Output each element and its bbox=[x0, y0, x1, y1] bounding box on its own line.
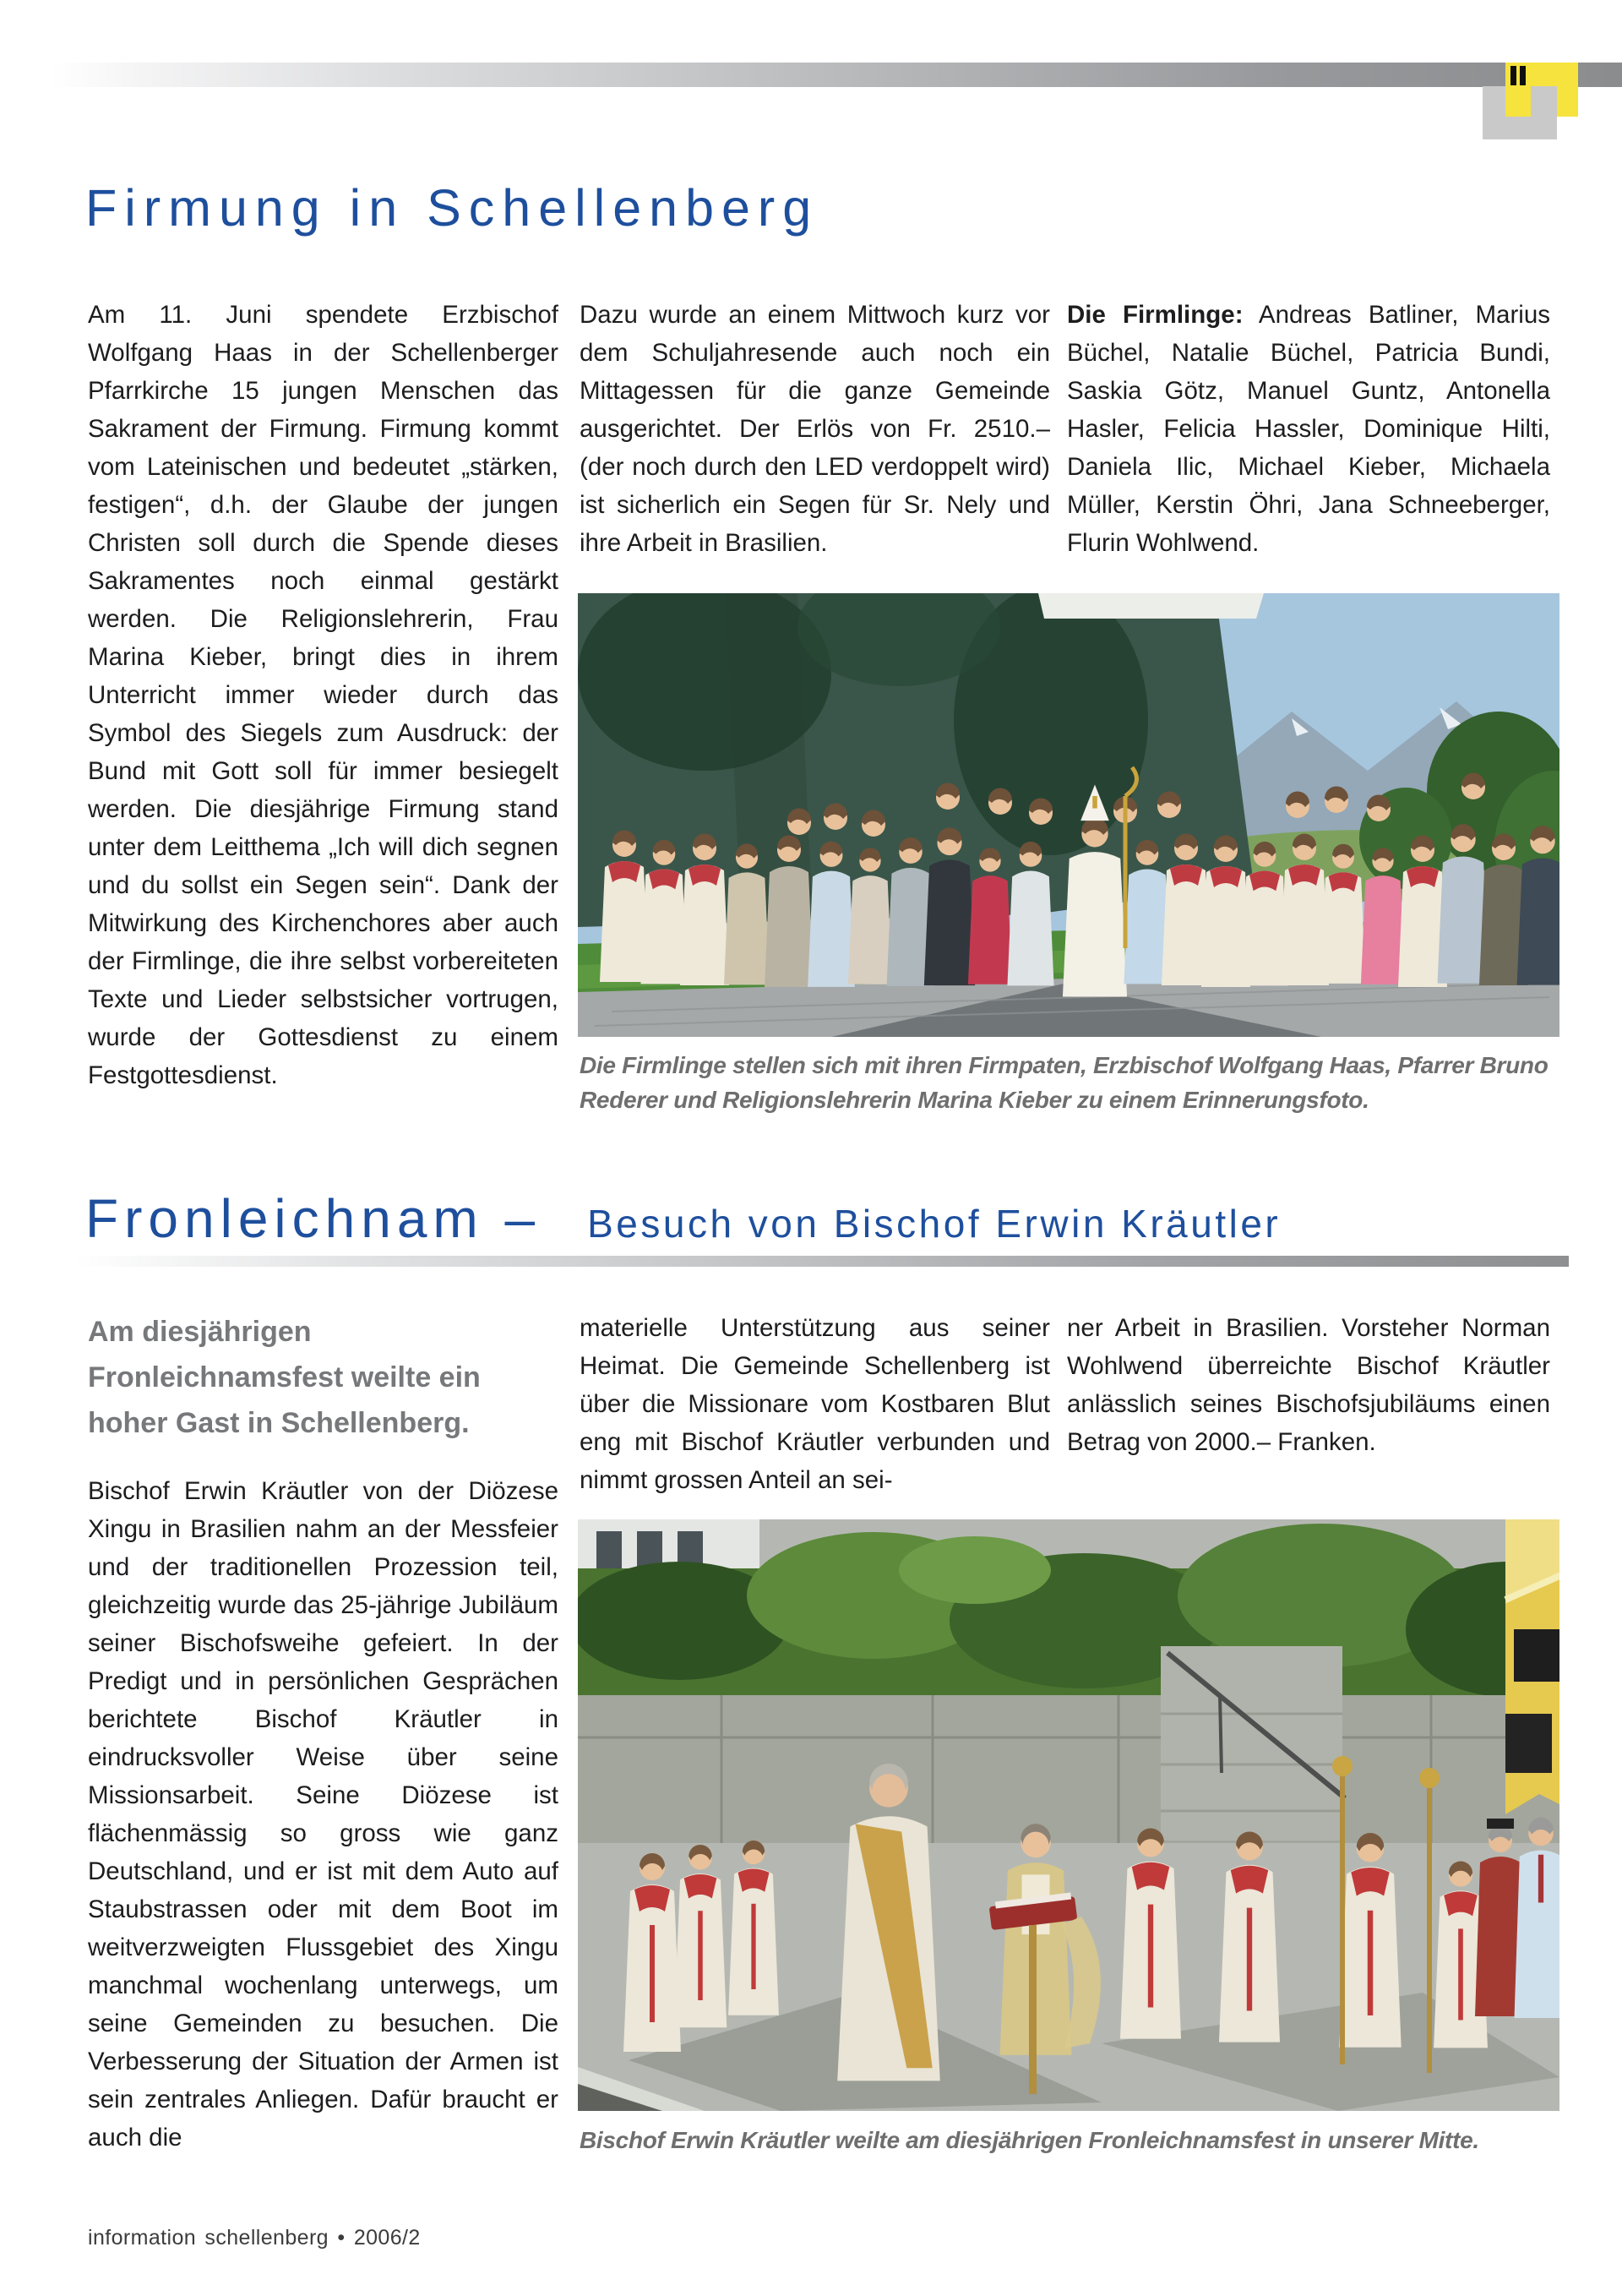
header-rule bbox=[51, 63, 1622, 87]
corner-ornament-notch bbox=[1531, 86, 1557, 117]
photo-firmung-illustration bbox=[578, 593, 1559, 1037]
photo-fronleichnam-illustration bbox=[578, 1519, 1559, 2111]
article1-column-1: Am 11. Juni spendete Erzbischof Wolfgang Haas in der Schellenberger Pfarrkirche 15 jungen Menschen das Sakrament der Firmung. Firmung kommt vom Lateinischen und bedeutet „stärken, festigen“, d.h. der Glaube der jungen Christen soll durch die Spende dieses Sakramentes noch einmal gestärkt werden. Die Religionslehrerin, Frau Marina Kieber, bringt dies in ihrem Unterricht immer wieder durch das Symbol des Siegels zum Ausdruck: der Bund mit Gott soll für immer besiegelt werden. Die diesjährige Firmung stand unter dem Leitthema „Ich will dich segnen und du sollst ein Segen sein“. Dank der Mitwirkung des Kirchenchores aber auch der Firmlinge, die ihre selbst vorbereiteten Texte und Lieder selbstsicher vortrugen, wurde der Gottesdienst zu einem Festgottesdienst. bbox=[88, 301, 558, 1089]
photo-firmung-group bbox=[578, 593, 1559, 1037]
article1-column-3 bbox=[1067, 296, 1550, 562]
article2-lead: Am diesjährigen Fronleichnamsfest weilte ein hoher Gast in Schellenberg. bbox=[88, 1316, 481, 1439]
firmlinge-names: Andreas Batliner, Marius Büchel, Natalie Büchel, Patricia Bundi, Saskia Götz, Manuel Guntz, Antonella Hasler, Felicia Hassler, Dominique Hilti, Daniela Ilic, Michael Kieber, Michaela Müller, Kerstin Öhri, Jana Schneeberger, Flurin Wohlwend. bbox=[1067, 301, 1550, 557]
photo2-caption: Bischof Erwin Kräutler weilte am diesjährigen Fronleichnamsfest in unserer Mitte. bbox=[580, 2127, 1479, 2153]
corner-tick-icon bbox=[1510, 66, 1516, 85]
section-rule bbox=[74, 1256, 1569, 1267]
article2-column-2: materielle Unterstützung aus seiner Heimat. Die Gemeinde Schellenberg ist über die Missionare vom Kostbaren Blut eng mit Bischof Kräutler verbunden und nimmt grossen Anteil an sei- bbox=[580, 1314, 1050, 1494]
article2-title-sub: Besuch von Bischof Erwin Kräutler bbox=[587, 1202, 1282, 1246]
article2-title-main: Fronleichnam – bbox=[85, 1188, 542, 1249]
article1-column-2: Dazu wurde an einem Mittwoch kurz vor dem Schuljahresende auch noch ein Mittagessen für die ganze Gemeinde ausgerichtet. Der Erlös von Fr. 2510.– (der noch durch den LED verdoppelt wird) ist sicherlich ein Segen für Sr. Nely und ihre Arbeit in Brasilien. bbox=[580, 301, 1050, 557]
photo1-caption: Die Firmlinge stellen sich mit ihren Firmpaten, Erzbischof Wolfgang Haas, Pfarrer Bruno Rederer und Religionslehrerin Marina Kieber zu einem Erinnerungsfoto. bbox=[580, 1052, 1549, 1113]
corner-tick-icon bbox=[1520, 66, 1526, 85]
article2-heading bbox=[85, 1188, 1282, 1249]
firmlinge-label: Die Firmlinge: bbox=[1067, 301, 1244, 329]
article1-title: Firmung in Schellenberg bbox=[85, 179, 819, 237]
article2-column-3: ner Arbeit in Brasilien. Vorsteher Norman Wohlwend überreichte Bischof Kräutler anlässlich seines Bischofsjubiläums einen Betrag von 2000.– Franken. bbox=[1067, 1314, 1550, 1456]
photo-fronleichnam-procession bbox=[578, 1519, 1559, 2111]
page-footer: information schellenberg • 2006/2 bbox=[88, 2226, 421, 2250]
article2-column-1: Bischof Erwin Kräutler von der Diözese Xingu in Brasilien nahm an der Messfeier und der traditionellen Prozession teil, gleichzeitig wurde das 25-jährige Jubiläum seiner Bischofsweihe gefeiert. In der Predigt und in persönlichen Gesprächen berichtete Bischof Kräutler in eindrucksvoller Weise über seine Missionsarbeit. Seine Diözese ist flächenmässig so gross wie ganz Deutschland, und er ist mit dem Auto auf Staubstrassen oder mit dem Boot im weitverzweigten Flussgebiet des Xingu manchmal wochenlang unterwegs, um seine Gemeinden zu besuchen. Die Verbesserung der Situation der Armen ist sein zentrales Anliegen. Dafür braucht er auch die bbox=[88, 1477, 558, 2151]
